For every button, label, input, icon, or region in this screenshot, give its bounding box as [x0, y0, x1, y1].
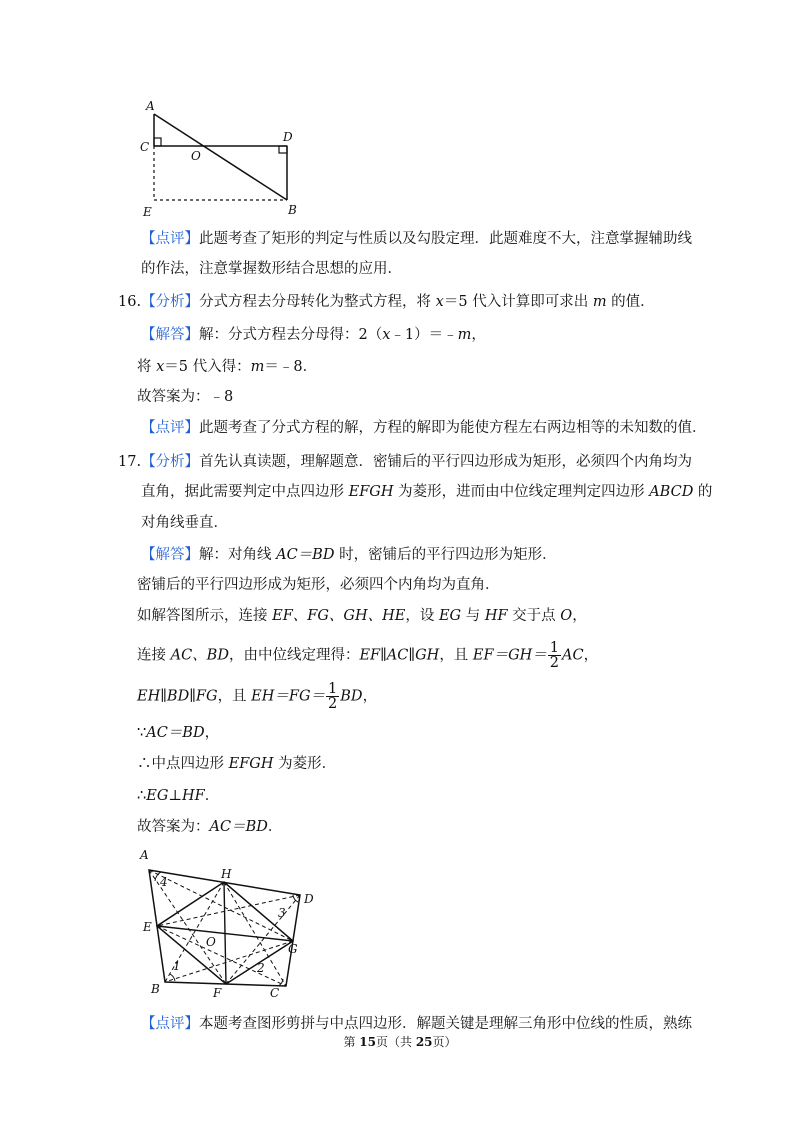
figure-rectangle: [135, 96, 305, 220]
q17-answer-line2: [137, 575, 500, 595]
answer-tag: 【解答】: [141, 327, 199, 343]
q17-answer-line6: [137, 723, 219, 743]
q17-answer-line1: [141, 545, 557, 565]
math: EH＝FG＝: [251, 688, 326, 705]
text: 将: [137, 359, 157, 375]
footer-text: 第: [343, 1035, 360, 1049]
math: BD: [340, 688, 363, 705]
angle-label-1: 1: [173, 959, 181, 973]
therefore-symbol: ∴: [137, 788, 147, 804]
math: AC: [562, 647, 584, 664]
angle-label-3: 3: [278, 906, 286, 920]
text: ，: [572, 608, 587, 624]
answer-tag: 【解答】: [141, 547, 199, 563]
math: EFGH: [228, 756, 274, 772]
page-number: 15: [359, 1035, 376, 1049]
var-m: m: [592, 294, 607, 310]
analysis-text: 对角线垂直．: [141, 515, 228, 531]
var-x: x: [156, 359, 165, 375]
math: EH∥BD∥FG: [137, 688, 218, 705]
comment-text: 此题考查了分式方程的解，方程的解即为能使方程左右两边相等的未知数的值．: [199, 420, 707, 436]
comment-tag: 【点评】: [141, 1016, 199, 1032]
answer-text: 时，密铺后的平行四边形为矩形．: [334, 547, 557, 563]
math: AC＝BD: [146, 725, 205, 741]
fraction-denominator: 2: [328, 696, 338, 712]
text: ，由中位线定理得：: [228, 647, 360, 664]
footer-text: 页（共: [375, 1035, 416, 1049]
analysis-text: 首先认真读题，理解题意．密铺后的平行四边形成为矩形，必须四个内角均为: [199, 454, 693, 470]
q17-final: [137, 817, 282, 837]
text: ＝﹣8．: [264, 359, 318, 375]
analysis-text: 分式方程去分母转化为整式方程，将: [199, 294, 436, 310]
math: AC＝BD: [209, 819, 268, 835]
analysis-text: 直角，据此需要判定中点四边形: [141, 484, 349, 500]
comment-text: 的作法，注意掌握数形结合思想的应用．: [141, 261, 402, 277]
analysis-text: 的: [693, 484, 713, 500]
math: HF: [484, 608, 508, 624]
analysis-tag: 【分析】: [141, 454, 200, 470]
var-m: m: [250, 359, 265, 375]
label-D: D: [283, 130, 293, 144]
math: AC＝BD: [276, 547, 335, 563]
analysis-text: ＝5 代入计算即可求出: [443, 294, 593, 310]
footer-text: 页）: [432, 1035, 457, 1049]
comment15-line1: [141, 229, 692, 249]
q17-analysis-line2: [141, 482, 712, 502]
analysis-text: 为菱形，进而由中位线定理判定四边形: [393, 484, 650, 500]
answer-text: 解：对角线: [199, 547, 277, 563]
text: ，: [583, 647, 599, 664]
q17-answer-line7: [137, 754, 336, 774]
text: ，: [204, 725, 220, 741]
analysis-text: 的值．: [606, 294, 655, 310]
math: EFGH: [348, 484, 394, 500]
therefore-symbol: ∴: [137, 756, 152, 772]
answer-text: 解：分式方程去分母得：2（: [199, 327, 383, 343]
text: ，设: [405, 608, 439, 624]
q16-substitute: [137, 357, 317, 377]
text: 交于点: [507, 608, 561, 624]
analysis-tag: 【分析】: [141, 294, 200, 310]
label-O: O: [191, 149, 201, 163]
q16-final: [137, 387, 233, 407]
question-number: 17.: [118, 454, 142, 470]
math: EG⊥HF: [146, 788, 205, 804]
label-B: B: [151, 982, 160, 996]
comment-text: 此题考查了矩形的判定与性质以及勾股定理．此题难度不大，注意掌握辅助线: [199, 231, 692, 247]
comment15-line2: [141, 259, 402, 279]
text: 中点四边形: [151, 756, 229, 772]
comment-text: 本题考查图形剪拼与中点四边形．解题关键是理解三角形中位线的性质，熟练: [199, 1016, 692, 1032]
answer-text: ，: [471, 327, 486, 343]
math: EF＝GH＝: [472, 647, 547, 664]
q17-answer-line5: [137, 682, 377, 711]
text: 与: [461, 608, 485, 624]
text: ，: [362, 688, 378, 705]
label-H: H: [221, 867, 232, 881]
text: ．: [204, 788, 220, 804]
answer-text: ﹣1）＝﹣: [390, 327, 458, 343]
page-total: 25: [415, 1035, 433, 1049]
page-footer: [0, 1033, 800, 1050]
final-answer: 故答案为：﹣8: [137, 389, 234, 405]
angle-label-2: 2: [257, 961, 265, 975]
because-symbol: ∵: [137, 725, 147, 741]
q16-analysis: [118, 292, 655, 312]
text: 如解答图所示，连接: [137, 608, 273, 624]
text: 为菱形．: [273, 756, 337, 772]
question-number: 16.: [118, 294, 142, 310]
figure-quadrilateral: [135, 845, 325, 1005]
fraction-half: [548, 641, 561, 670]
label-E: E: [143, 920, 152, 934]
fraction-numerator: 1: [328, 681, 338, 697]
var-x: x: [435, 294, 444, 310]
label-E: E: [143, 205, 152, 219]
var-x: x: [382, 327, 391, 343]
label-F: F: [213, 986, 222, 1000]
math: AC、BD: [170, 647, 229, 664]
math: EF、FG、GH、HE: [272, 608, 406, 624]
q16-comment: [141, 418, 707, 438]
q17-analysis-line3: [141, 513, 228, 533]
fraction-half: [326, 682, 339, 711]
label-O: O: [206, 935, 216, 949]
comment-tag: 【点评】: [141, 420, 199, 436]
text: ．: [267, 819, 283, 835]
q17-answer-line8: [137, 786, 219, 806]
answer-text: 密铺后的平行四边形成为矩形，必须四个内角均为直角．: [137, 577, 500, 593]
label-G: G: [288, 942, 298, 956]
fraction-denominator: 2: [549, 655, 560, 671]
math: EG: [438, 608, 462, 624]
q16-answer: [141, 325, 486, 345]
comment-tag: 【点评】: [141, 231, 199, 247]
label-A: A: [140, 848, 149, 862]
text: 故答案为：: [137, 819, 210, 835]
fraction-numerator: 1: [549, 640, 560, 656]
text: ，且: [217, 688, 252, 705]
math: EF∥AC∥GH: [359, 647, 440, 664]
var-m: m: [457, 327, 472, 343]
text: 连接: [137, 647, 171, 664]
text: ，且: [439, 647, 473, 664]
text: ＝5 代入得：: [164, 359, 251, 375]
q17-answer-line3: [137, 606, 587, 626]
label-A: A: [146, 99, 155, 113]
angle-label-4: 4: [160, 875, 168, 889]
label-D: D: [304, 892, 314, 906]
q17-analysis-line1: [118, 452, 692, 472]
math: O: [560, 608, 573, 624]
label-C: C: [140, 140, 150, 154]
q17-answer-line4: [137, 641, 598, 670]
label-C: C: [270, 986, 280, 1000]
q17-comment: [141, 1014, 692, 1034]
label-B: B: [288, 203, 297, 217]
math: ABCD: [649, 484, 694, 500]
